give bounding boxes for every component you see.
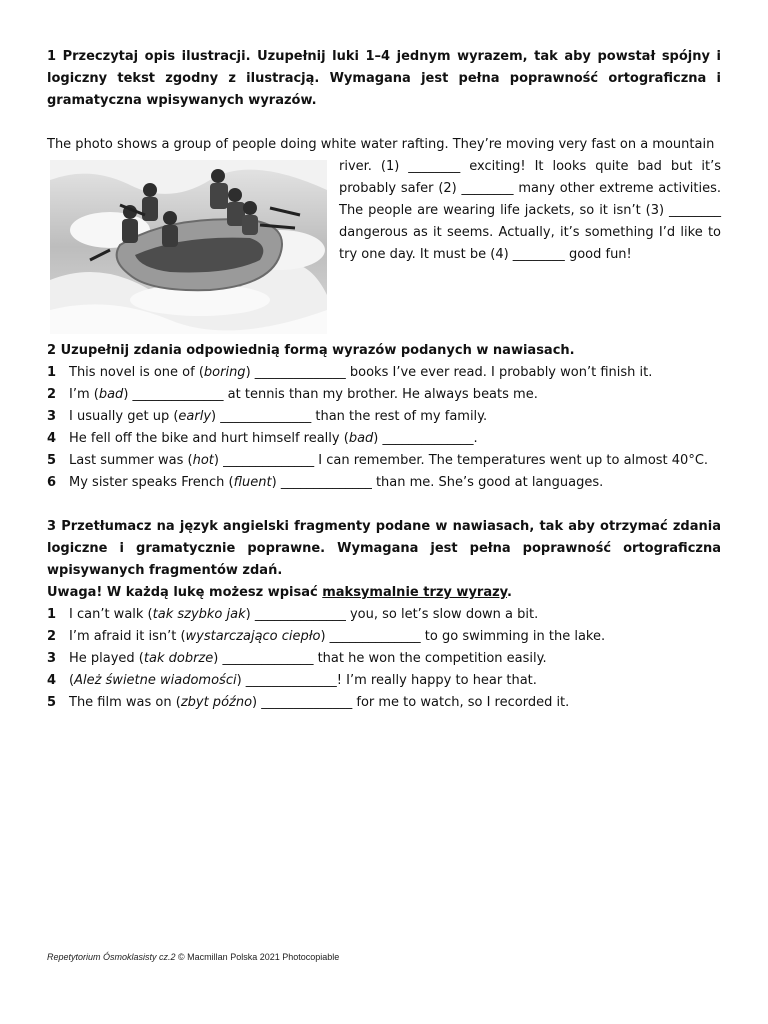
rafting-photo	[50, 160, 327, 334]
list-item	[47, 648, 721, 670]
item-text: ) ______________ that he won the competition easily.	[213, 651, 547, 666]
exercise-1-text-first-line: The photo shows a group of people doing white water rafting. They’re moving very fast on a mountain	[47, 137, 715, 152]
list-item	[47, 604, 721, 626]
item-text: ) ______________.	[373, 431, 478, 446]
item-hint: fluent	[233, 475, 272, 490]
item-text: This novel is one of (	[69, 365, 204, 380]
item-text: ) ______________! I’m really happy to hear that.	[236, 673, 537, 688]
exercise-1-heading: 1 Przeczytaj opis ilustracji. Uzupełnij luki 1–4 jednym wyrazem, tak aby powstał spójny i logiczny tekst zgodny z ilustracją. Wymagana jest pełna poprawność ortograficzna i gramatyczna wpisywanych wyrazów.	[47, 49, 721, 108]
item-hint: early	[178, 409, 212, 424]
exercise-3-note	[47, 582, 721, 604]
item-hint: hot	[192, 453, 214, 468]
item-hint: tak szybko jak	[152, 607, 246, 622]
item-text: I’m afraid it isn’t (	[69, 629, 186, 644]
item-hint: zbyt późno	[180, 695, 253, 710]
item-hint: tak dobrze	[143, 651, 214, 666]
item-text: The film was on (	[69, 695, 181, 710]
list-item	[47, 406, 721, 428]
item-text: ) ______________ books I’ve ever read. I probably won’t finish it.	[245, 365, 653, 380]
list-item	[47, 428, 721, 450]
worksheet-page	[47, 46, 721, 714]
item-text: ) ______________ to go swimming in the lake.	[320, 629, 606, 644]
item-number: 1	[47, 365, 57, 380]
item-hint: boring	[203, 365, 246, 380]
list-item	[47, 384, 721, 406]
item-hint: bad	[348, 431, 374, 446]
item-number: 3	[47, 651, 57, 666]
item-number: 5	[47, 695, 57, 710]
exercise-2	[47, 340, 721, 494]
item-hint: bad	[98, 387, 124, 402]
exercise-3-list	[47, 604, 721, 714]
item-number: 2	[47, 629, 57, 644]
footer-title: Repetytorium Ósmoklasisty cz.2	[47, 952, 176, 962]
item-text: ) ______________ you, so let’s slow down a bit.	[245, 607, 539, 622]
list-item	[47, 450, 721, 472]
item-text: ) ______________ at tennis than my brother. He always beats me.	[123, 387, 538, 402]
item-number: 2	[47, 387, 57, 402]
item-text: I can’t walk (	[69, 607, 153, 622]
item-text: He played (	[69, 651, 144, 666]
item-text: ) ______________ I can remember. The temperatures went up to almost 40°C.	[213, 453, 709, 468]
item-number: 4	[47, 431, 57, 446]
list-item	[47, 670, 721, 692]
item-hint: Ależ świetne wiadomości	[74, 673, 237, 688]
list-item	[47, 626, 721, 648]
exercise-2-list	[47, 362, 721, 494]
note-text: .	[506, 585, 512, 600]
item-number: 1	[47, 607, 57, 622]
list-item	[47, 472, 721, 494]
item-text: ) ______________ than me. She’s good at languages.	[271, 475, 604, 490]
exercise-1-body	[47, 134, 721, 340]
item-text: Last summer was (	[69, 453, 193, 468]
footer-copyright: © Macmillan Polska 2021 Photocopiable	[175, 952, 340, 962]
item-text: (	[69, 673, 75, 688]
item-text: ) ______________ than the rest of my family.	[211, 409, 488, 424]
item-number: 6	[47, 475, 57, 490]
item-text: He fell off the bike and hurt himself really (	[69, 431, 349, 446]
note-underlined: maksymalnie trzy wyrazy	[322, 585, 507, 600]
page-footer	[47, 952, 339, 962]
item-number: 5	[47, 453, 57, 468]
list-item	[47, 362, 721, 384]
note-text: Uwaga! W każdą lukę możesz wpisać	[47, 585, 323, 600]
item-text: I usually get up (	[69, 409, 179, 424]
item-text: ) ______________ for me to watch, so I recorded it.	[252, 695, 570, 710]
exercise-1-text: river. (1) ________ exciting! It looks quite bad but it’s probably safer (2) ________ many other extreme activities. The people are wearing life jackets, so it isn’t (3) ________ dangerous as it seems. Actually, it’s something I’d like to try one day. It must be (4) ________ good fun!	[339, 159, 721, 262]
exercise-2-heading: 2 Uzupełnij zdania odpowiednią formą wyrazów podanych w nawiasach.	[47, 343, 575, 358]
list-item	[47, 692, 721, 714]
item-number: 3	[47, 409, 57, 424]
item-hint: wystarczająco ciepło	[185, 629, 321, 644]
exercise-1	[47, 134, 721, 340]
exercise-3-heading: 3 Przetłumacz na język angielski fragmenty podane w nawiasach, tak aby otrzymać zdania logiczne i gramatycznie poprawne. Wymagana jest pełna poprawność ortograficzna wpisywanych fragmentów zdań.	[47, 519, 721, 578]
exercise-3	[47, 516, 721, 714]
item-number: 4	[47, 673, 57, 688]
item-text: My sister speaks French (	[69, 475, 234, 490]
item-text: I’m (	[69, 387, 99, 402]
